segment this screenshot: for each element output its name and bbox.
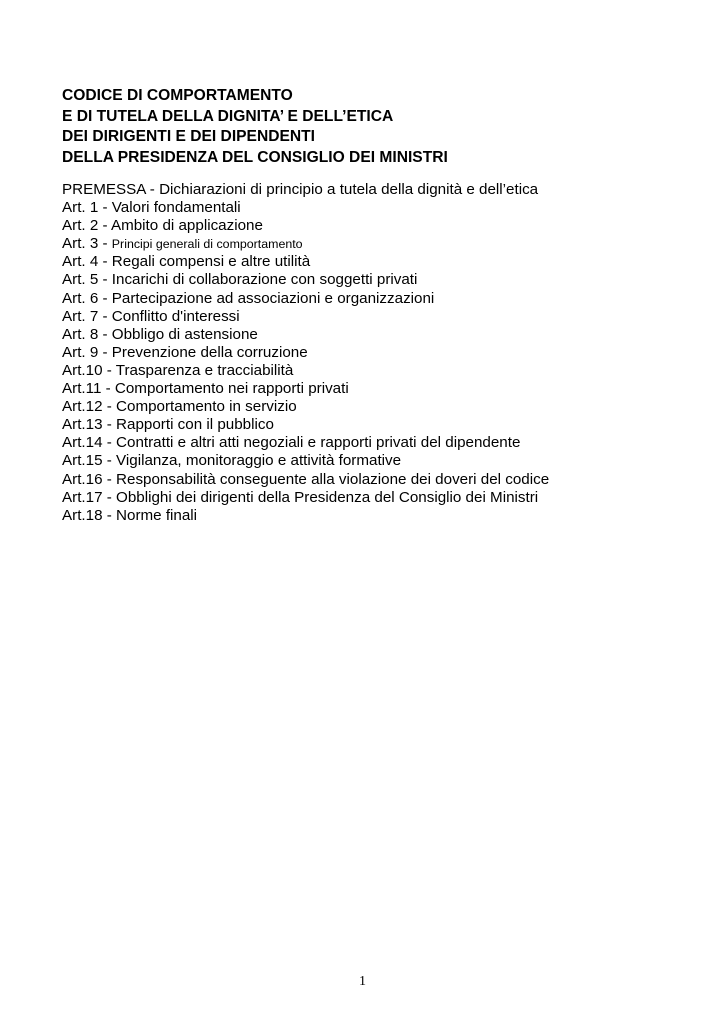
toc-entry: [62, 308, 712, 326]
toc-entry-title: Comportamento in servizio: [116, 398, 297, 416]
toc-entry: [62, 235, 712, 253]
toc-entry-title: Norme finali: [116, 506, 198, 524]
toc-entry: [62, 344, 712, 362]
toc-entry: [62, 181, 712, 199]
toc-entry-number: Art.10 -: [62, 361, 116, 379]
toc-entry-title: Regali compensi e altre utilità: [111, 253, 311, 271]
toc-entry-title: Partecipazione ad associazioni e organizzazioni: [111, 289, 435, 307]
title-line: E DI TUTELA DELLA DIGNITA’ E DELL’ETICA: [62, 107, 394, 125]
toc-entry: [62, 434, 712, 452]
toc-entry-number: Art. 5 -: [62, 271, 112, 289]
title-line: DELLA PRESIDENZA DEL CONSIGLIO DEI MINISTRI: [62, 148, 448, 166]
toc-entry-number: Art.16 -: [62, 470, 117, 488]
toc-entry-number: Art. 9 -: [62, 343, 112, 361]
toc-entry-title: Incarichi di collaborazione con soggetti privati: [111, 271, 418, 289]
toc-entry-number: Art. 3 -: [62, 235, 112, 253]
toc-entry-number: Art. 8 -: [62, 325, 112, 343]
toc-entry-number: Art. 4 -: [62, 253, 112, 271]
toc-entry-number: Art.17 -: [62, 488, 117, 506]
document-title: [62, 86, 702, 168]
toc-entry-title: Contratti e altri atti negoziali e rapporti privati del dipendente: [116, 434, 521, 452]
toc-entry-title: Obbligo di astensione: [111, 325, 258, 343]
toc-entry-title: Principi generali di comportamento: [111, 237, 303, 252]
table-of-contents: [62, 181, 712, 525]
toc-entry-title: Trasparenza e tracciabilità: [115, 361, 294, 379]
toc-entry-title: Ambito di applicazione: [110, 217, 263, 235]
toc-entry: [62, 398, 712, 416]
title-line: DEI DIRIGENTI E DEI DIPENDENTI: [62, 128, 315, 145]
toc-entry-number: Art.14 -: [62, 434, 117, 452]
toc-entry-number: Art. 1 -: [62, 199, 112, 217]
toc-entry-title: Responsabilità conseguente alla violazione dei doveri del codice: [116, 470, 550, 488]
toc-entry-title: Vigilanza, monitoraggio e attività formative: [116, 452, 402, 470]
title-line: CODICE DI COMPORTAMENTO: [62, 87, 293, 104]
toc-entry-title: Comportamento nei rapporti privati: [114, 380, 349, 398]
toc-entry: [62, 471, 712, 489]
toc-entry-title: Rapporti con il pubblico: [116, 416, 274, 434]
toc-entry-number: Art.18 -: [62, 506, 117, 524]
toc-entry-number: PREMESSA -: [62, 181, 160, 198]
toc-entry: [62, 489, 712, 507]
toc-entry-title: Conflitto d'interessi: [111, 307, 240, 325]
toc-entry: [62, 253, 712, 271]
toc-entry: [62, 271, 712, 289]
toc-entry-number: Art.13 -: [62, 416, 117, 434]
toc-entry: [62, 199, 712, 217]
toc-entry-number: Art.15 -: [62, 452, 117, 470]
toc-entry: [62, 452, 712, 470]
toc-entry-title: Valori fondamentali: [111, 199, 241, 217]
toc-entry-title: Prevenzione della corruzione: [111, 343, 308, 361]
toc-entry-number: Art. 7 -: [62, 307, 112, 325]
toc-entry-number: Art. 6 -: [62, 289, 112, 307]
toc-entry: [62, 326, 712, 344]
page-number: 1: [359, 974, 366, 989]
toc-entry: [62, 362, 712, 380]
toc-entry: [62, 217, 712, 235]
toc-entry-number: Art. 2 -: [62, 217, 111, 235]
toc-entry: [62, 290, 712, 308]
toc-entry: [62, 416, 712, 434]
toc-entry-title: Obblighi dei dirigenti della Presidenza del Consiglio dei Ministri: [116, 488, 539, 506]
toc-entry: [62, 507, 712, 525]
toc-entry-number: Art.11 -: [62, 380, 115, 398]
toc-entry-title: Dichiarazioni di principio a tutela della dignità e dell’etica: [159, 181, 539, 198]
toc-entry: [62, 380, 712, 398]
toc-entry-number: Art.12 -: [62, 398, 117, 416]
